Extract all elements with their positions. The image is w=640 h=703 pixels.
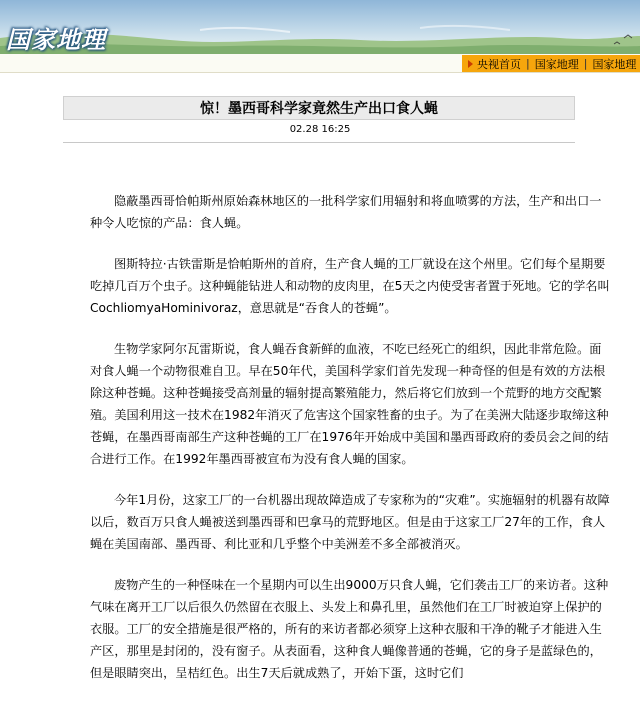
- breadcrumb-separator: |: [583, 57, 588, 70]
- article-paragraph: 隐蔽墨西哥恰帕斯州原始森林地区的一批科学家们用辐射和将血喷雾的方法，生产和出口一种令人吃惊的产品：食人蝇。: [90, 194, 602, 230]
- header-banner: [0, 0, 640, 54]
- article-paragraph: 生物学家阿尔瓦雷斯说，食人蝇吞食新鲜的血液，不吃已经死亡的组织，因此非常危险。面对食人蝇一个动物很难自卫。早在50年代，美国科学家们首先发现一种奇怪的但是有效的方法根除这种苍蝇。这种苍蝇接受高剂量的辐射提高繁殖能力，然后将它们放到一个荒野的地方交配繁殖。美国利用这一技术在1982年消灭了危害这个国家牲畜的虫子。为了在美洲大陆逐步取缔这种苍蝇，在墨西哥南部生产这种苍蝇的工厂在1976年开始成中美国和墨西哥政府的委员会之间的结合进行工作。在1992年墨西哥被宣布为没有食人蝇的国家。: [90, 342, 609, 466]
- breadcrumb-geo-link-2[interactable]: 国家地理: [592, 57, 637, 71]
- breadcrumb-arrow-icon: [468, 60, 473, 68]
- breadcrumb: [462, 55, 640, 72]
- divider: [63, 142, 575, 143]
- site-logo[interactable]: 国家地理: [6, 26, 106, 54]
- article-paragraph: 图斯特拉·古铁雷斯是恰帕斯州的首府，生产食人蝇的工厂就设在这个州里。它们每个星期要吃掉几百万个虫子。这种蝇能钻进人和动物的皮肉里，在5天之内使受害者置于死地。它的学名叫CochliomyaHominivoraz，意思就是“吞食人的苍蝇”。: [90, 257, 610, 315]
- article-date: 02.28 16:25: [289, 124, 351, 135]
- breadcrumb-geo-link[interactable]: 国家地理: [534, 57, 579, 71]
- article-title: 惊！墨西哥科学家竟然生产出口食人蝇: [200, 101, 438, 117]
- article-title-box: [63, 96, 575, 120]
- article-paragraph: 今年1月份，这家工厂的一台机器出现故障造成了专家称为的“灾难”。实施辐射的机器有故障以后，数百万只食人蝇被送到墨西哥和巴拿马的荒野地区。但是由于这家工厂27年的工作，食人蝇在美国南部、墨西哥、利比亚和几乎整个中美洲差不多全部被消灭。: [90, 493, 610, 551]
- breadcrumb-separator: |: [526, 57, 530, 70]
- breadcrumb-home-link[interactable]: 央视首页: [477, 57, 521, 71]
- article-paragraph: 废物产生的一种怪味在一个星期内可以生出9000万只食人蝇，它们袭击工厂的来访者。这种气味在离开工厂以后很久仍然留在衣服上、头发上和鼻孔里，虽然他们在工厂时被迫穿上保护的衣服。工厂的安全措施是很严格的，所有的来访者都必须穿上这种衣服和干净的靴子才能进入生产区，那里是封闭的，没有窗子。从表面看，这种食人蝇像普通的苍蝇，它的身子是蓝绿色的，但是眼睛突出，呈桔红色。出生7天后就成熟了，开始下蛋，这时它们: [90, 578, 609, 680]
- article-body: [90, 190, 610, 703]
